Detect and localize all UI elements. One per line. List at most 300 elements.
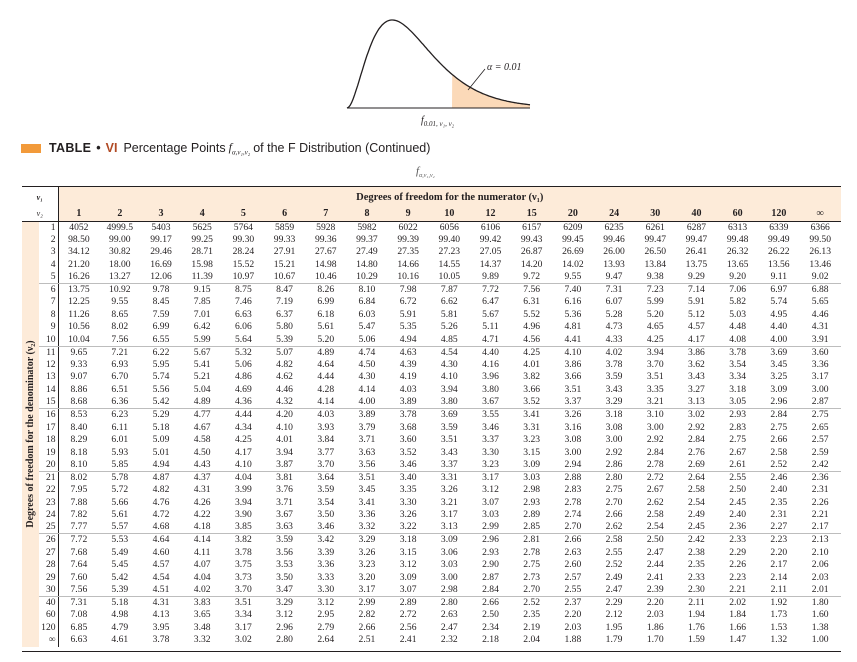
table-cell: 3.84 bbox=[317, 434, 335, 446]
table-cell: 6.99 bbox=[152, 321, 170, 333]
table-cell: 27.35 bbox=[397, 246, 419, 258]
table-cell: 3.22 bbox=[388, 521, 429, 534]
table-cell: 4.01 bbox=[523, 358, 541, 370]
table-cell: 3.82 bbox=[234, 534, 252, 546]
table-cell: 3.78 bbox=[399, 409, 417, 421]
table-cell: 6.97 bbox=[770, 284, 788, 296]
table-cell: 5.99 bbox=[646, 296, 664, 308]
table-cell: 2.93 bbox=[523, 496, 541, 508]
table-cell: 14.80 bbox=[356, 258, 378, 270]
table-cell: 4.14 bbox=[305, 396, 346, 409]
table-cell: 4999.5 bbox=[106, 221, 133, 233]
table-cell: 6.63 bbox=[70, 634, 88, 646]
table-cell: 6.42 bbox=[193, 321, 211, 333]
table-cell: 2.62 bbox=[646, 496, 664, 508]
table-row bbox=[22, 534, 841, 547]
table-cell: 99.25 bbox=[191, 233, 213, 245]
table-cell: 2.21 bbox=[811, 509, 829, 521]
table-row bbox=[22, 346, 841, 359]
table-cell: 3.05 bbox=[717, 396, 758, 409]
table-cell: 6022 bbox=[398, 221, 418, 233]
table-cell: 3.52 bbox=[511, 396, 552, 409]
table-cell: 7.08 bbox=[70, 609, 88, 621]
table-cell: 26.41 bbox=[685, 246, 708, 258]
table-cell: 5.74 bbox=[770, 296, 788, 308]
table-cell: 3.52 bbox=[399, 446, 417, 458]
table-cell: 3.29 bbox=[358, 534, 376, 546]
table-cell: 3.94 bbox=[276, 446, 293, 458]
row-label: 4 bbox=[39, 259, 58, 272]
table-cell: 3.53 bbox=[276, 559, 293, 571]
table-cell: 2.74 bbox=[564, 509, 582, 521]
table-cell: 6.16 bbox=[564, 296, 582, 308]
table-cell: 99.39 bbox=[397, 233, 419, 245]
row-label: 26 bbox=[39, 534, 58, 547]
table-cell: 2.55 bbox=[605, 546, 623, 558]
table-cell: 4.28 bbox=[317, 383, 335, 395]
table-cell: 2.88 bbox=[564, 471, 582, 483]
table-cell: 5.26 bbox=[440, 321, 458, 333]
table-cell: 2.62 bbox=[593, 521, 634, 534]
row-label: 2 bbox=[39, 234, 58, 247]
table-cell: 4.48 bbox=[729, 321, 747, 333]
table-cell: 2.55 bbox=[729, 471, 747, 483]
table-cell: 3.89 bbox=[388, 396, 429, 409]
table-cell: 3.43 bbox=[440, 446, 458, 458]
table-cell: 3.37 bbox=[429, 459, 470, 472]
table-cell: 1.95 bbox=[605, 621, 623, 633]
column-header: 12 bbox=[470, 208, 511, 221]
table-cell: 3.34 bbox=[234, 609, 252, 621]
table-row bbox=[22, 509, 841, 522]
table-cell: 2.10 bbox=[811, 546, 829, 558]
table-cell: 28.71 bbox=[191, 246, 213, 258]
table-cell: 4.50 bbox=[358, 358, 376, 370]
table-cell: 4.39 bbox=[399, 358, 417, 370]
table-cell: 3.94 bbox=[646, 346, 664, 358]
table-cell: 7.40 bbox=[564, 284, 582, 296]
table-cell: 3.95 bbox=[152, 621, 170, 633]
table-cell: 3.81 bbox=[276, 471, 293, 483]
table-cell: 4.61 bbox=[111, 634, 129, 646]
table-cell: 6.47 bbox=[482, 296, 499, 308]
table-cell: 14.20 bbox=[520, 258, 543, 270]
table-cell: 4.85 bbox=[429, 334, 470, 347]
table-cell: 14.98 bbox=[314, 258, 337, 270]
table-cell: 5.07 bbox=[276, 346, 293, 358]
table-cell: 7.56 bbox=[99, 334, 140, 347]
table-cell: 9.65 bbox=[70, 346, 88, 358]
table-cell: 3.15 bbox=[523, 446, 541, 458]
table-cell: 16.69 bbox=[150, 258, 172, 270]
table-cell: 7.21 bbox=[111, 346, 129, 358]
table-cell: 5.67 bbox=[482, 308, 499, 320]
table-cell: 5.99 bbox=[182, 334, 223, 347]
column-header: 60 bbox=[717, 208, 758, 221]
table-cell: 5403 bbox=[151, 221, 171, 233]
table-cell: 98.50 bbox=[68, 233, 90, 245]
table-cell: 5.20 bbox=[305, 334, 346, 347]
table-cell: 9.07 bbox=[70, 371, 88, 383]
table-cell: 4.89 bbox=[182, 396, 223, 409]
table-cell: 3.00 bbox=[605, 434, 623, 446]
table-cell: 3.59 bbox=[440, 421, 458, 433]
table-cell: 9.02 bbox=[799, 271, 841, 284]
table-cell: 7.77 bbox=[58, 521, 99, 534]
table-cell: 7.72 bbox=[70, 534, 88, 546]
table-cell: 99.33 bbox=[273, 233, 296, 245]
table-cell: 2.11 bbox=[758, 584, 799, 597]
table-cell: 2.70 bbox=[511, 584, 552, 597]
table-cell: 2.47 bbox=[440, 621, 458, 633]
table-cell: 26.50 bbox=[644, 246, 667, 258]
table-cell: 3.20 bbox=[358, 571, 376, 583]
table-cell: 3.66 bbox=[564, 371, 582, 383]
table-cell: 2.93 bbox=[729, 409, 747, 421]
table-cell: 13.75 bbox=[68, 284, 90, 296]
table-cell: 1.47 bbox=[729, 634, 747, 646]
table-cell: 1.70 bbox=[646, 634, 664, 646]
table-cell: 26.69 bbox=[562, 246, 584, 258]
table-cell: 2.75 bbox=[811, 409, 829, 421]
table-cell: 10.29 bbox=[346, 271, 387, 284]
table-cell: 3.78 bbox=[605, 358, 623, 370]
table-cell: 2.34 bbox=[482, 621, 499, 633]
table-cell: 7.01 bbox=[193, 308, 211, 320]
table-cell: 8.68 bbox=[58, 396, 99, 409]
table-cell: 7.85 bbox=[193, 296, 211, 308]
table-cell: 3.67 bbox=[470, 396, 511, 409]
table-cell: 2.36 bbox=[717, 521, 758, 534]
table-cell: 5.39 bbox=[264, 334, 305, 347]
table-cell: 1.88 bbox=[564, 634, 582, 646]
column-header: 4 bbox=[182, 208, 223, 221]
table-cell: 7.60 bbox=[70, 571, 88, 583]
table-cell: 3.06 bbox=[440, 546, 458, 558]
table-cell: 3.51 bbox=[564, 383, 582, 395]
table-cell: 4.95 bbox=[770, 308, 788, 320]
table-cell: 2.55 bbox=[552, 584, 593, 597]
table-cell: 3.27 bbox=[688, 383, 705, 395]
table-cell: 4.63 bbox=[399, 346, 417, 358]
table-cell: 6.72 bbox=[399, 296, 417, 308]
table-cell: 14.02 bbox=[562, 258, 584, 270]
table-cell: 7.87 bbox=[440, 284, 458, 296]
table-cell: 3.94 bbox=[440, 383, 458, 395]
table-cell: 11.26 bbox=[68, 308, 90, 320]
table-cell: 2.26 bbox=[811, 496, 829, 508]
table-cell: 3.00 bbox=[646, 421, 664, 433]
table-cell: 3.55 bbox=[482, 409, 499, 421]
table-cell: 1.86 bbox=[646, 621, 664, 633]
table-cell: 5.82 bbox=[729, 296, 747, 308]
table-cell: 2.67 bbox=[729, 446, 747, 458]
table-cell: 2.23 bbox=[729, 571, 747, 583]
table-cell: 3.99 bbox=[234, 484, 252, 496]
table-cell: 4.32 bbox=[264, 396, 305, 409]
table-cell: 5.42 bbox=[140, 396, 181, 409]
table-cell: 2.66 bbox=[564, 534, 582, 546]
table-cell: 4.43 bbox=[182, 459, 223, 472]
table-cell: 3.16 bbox=[564, 421, 582, 433]
table-cell: 3.17 bbox=[482, 471, 499, 483]
table-cell: 4052 bbox=[69, 221, 89, 233]
table-cell: 5.91 bbox=[688, 296, 705, 308]
table-cell: 4.96 bbox=[523, 321, 541, 333]
table-cell: 3.70 bbox=[223, 584, 264, 597]
table-cell: 2.75 bbox=[523, 559, 541, 571]
table-cell: 2.35 bbox=[688, 559, 705, 571]
table-cell: 4.94 bbox=[140, 459, 181, 472]
table-cell: 2.39 bbox=[635, 584, 676, 597]
row-label: ∞ bbox=[39, 634, 58, 647]
table-cell: 26.87 bbox=[520, 246, 543, 258]
table-cell: 1.53 bbox=[770, 621, 788, 633]
table-row bbox=[22, 234, 841, 247]
table-cell: 6.84 bbox=[358, 296, 376, 308]
row-label: 1 bbox=[39, 221, 58, 234]
table-cell: 1.38 bbox=[811, 621, 829, 633]
table-cell: 2.46 bbox=[770, 471, 788, 483]
table-cell: 6.11 bbox=[111, 421, 129, 433]
table-cell: 12.25 bbox=[68, 296, 90, 308]
table-cell: 4.94 bbox=[388, 334, 429, 347]
table-cell: 2.61 bbox=[717, 459, 758, 472]
table-row bbox=[22, 484, 841, 497]
row-label: 11 bbox=[39, 346, 58, 359]
table-cell: 3.78 bbox=[234, 546, 252, 558]
table-cell: 5.20 bbox=[646, 308, 664, 320]
table-cell: 8.53 bbox=[70, 409, 88, 421]
table-cell: 3.65 bbox=[193, 609, 211, 621]
table-cell: 4.69 bbox=[234, 383, 252, 395]
table-cell: 2.75 bbox=[770, 421, 788, 433]
table-cell: 3.51 bbox=[646, 371, 664, 383]
table-cell: 7.82 bbox=[70, 509, 88, 521]
row-label: 28 bbox=[39, 559, 58, 572]
table-cell: 4.02 bbox=[182, 584, 223, 597]
row-label: 7 bbox=[39, 296, 58, 309]
table-cell: 2.58 bbox=[688, 484, 705, 496]
table-cell: 7.19 bbox=[276, 296, 293, 308]
table-cell: 7.23 bbox=[646, 284, 664, 296]
table-cell: 3.69 bbox=[770, 346, 788, 358]
row-label: 10 bbox=[39, 334, 58, 347]
critical-value-label: $f_{0.01, \nu_1, \nu_2}$ bbox=[421, 115, 455, 128]
caption-title-start: Percentage Points bbox=[123, 141, 226, 155]
table-cell: 6.85 bbox=[70, 621, 88, 633]
table-cell: 3.02 bbox=[234, 634, 252, 646]
table-cell: 8.45 bbox=[152, 296, 170, 308]
table-cell: 3.37 bbox=[482, 434, 499, 446]
table-cell: 4.10 bbox=[564, 346, 582, 358]
table-cell: 4.51 bbox=[140, 584, 181, 597]
table-cell: 2.03 bbox=[564, 621, 582, 633]
table-cell: 9.11 bbox=[758, 271, 799, 284]
table-cell: 3.77 bbox=[317, 446, 335, 458]
table-cell: 3.54 bbox=[317, 496, 335, 508]
table-cell: 2.52 bbox=[605, 559, 623, 571]
table-cell: 4.86 bbox=[234, 371, 252, 383]
row-label: 8 bbox=[39, 309, 58, 322]
numerator-df-header: Degrees of freedom for the numerator (ν₁) bbox=[58, 187, 841, 208]
row-label: 16 bbox=[39, 409, 58, 422]
row-label: 15 bbox=[39, 396, 58, 409]
table-row bbox=[22, 446, 841, 459]
table-cell: 26.00 bbox=[603, 246, 625, 258]
table-cell: 4.20 bbox=[276, 409, 293, 421]
table-cell: 4.18 bbox=[182, 521, 223, 534]
table-cell: 3.29 bbox=[593, 396, 634, 409]
table-row bbox=[22, 634, 841, 647]
table-cell: 5.65 bbox=[811, 296, 829, 308]
table-cell: 4.25 bbox=[635, 334, 676, 347]
table-cell: 3.07 bbox=[388, 584, 429, 597]
table-cell: 6.55 bbox=[140, 334, 181, 347]
table-cell: 4.25 bbox=[523, 346, 541, 358]
table-cell: 3.08 bbox=[564, 434, 582, 446]
table-cell: 2.54 bbox=[635, 521, 676, 534]
table-cell: 6313 bbox=[728, 221, 748, 233]
table-cell: 2.03 bbox=[811, 571, 829, 583]
table-cell: 5.11 bbox=[482, 321, 499, 333]
table-cell: 5.78 bbox=[111, 471, 129, 483]
table-cell: 2.49 bbox=[688, 509, 705, 521]
table-row bbox=[22, 559, 841, 572]
table-cell: 3.94 bbox=[234, 496, 252, 508]
table-cell: 2.78 bbox=[523, 546, 541, 558]
table-cell: 2.96 bbox=[758, 396, 799, 409]
table-cell: 2.86 bbox=[593, 459, 634, 472]
table-cell: 8.86 bbox=[70, 383, 88, 395]
table-cell: 2.52 bbox=[758, 459, 799, 472]
table-cell: 5.81 bbox=[440, 308, 458, 320]
table-cell: 3.56 bbox=[346, 459, 387, 472]
table-cell: 6.06 bbox=[234, 321, 252, 333]
table-cell: 3.33 bbox=[317, 571, 335, 583]
table-cell: 3.31 bbox=[523, 421, 541, 433]
table-cell: 27.67 bbox=[314, 246, 337, 258]
table-cell: 2.33 bbox=[688, 571, 705, 583]
table-cell: 1.60 bbox=[811, 609, 829, 621]
table-cell: 28.24 bbox=[232, 246, 255, 258]
table-cell: 8.47 bbox=[276, 284, 293, 296]
table-cell: 99.37 bbox=[356, 233, 378, 245]
table-cell: 2.20 bbox=[770, 546, 788, 558]
table-cell: 3.60 bbox=[399, 434, 417, 446]
table-cell: 2.96 bbox=[482, 534, 499, 546]
denominator-df-side-label: Degrees of freedom for the denominator (ν₂) bbox=[22, 221, 39, 647]
table-cell: 6.23 bbox=[111, 409, 129, 421]
table-cell: 7.59 bbox=[152, 308, 170, 320]
table-cell: 4.46 bbox=[811, 308, 829, 320]
table-cell: 5.35 bbox=[399, 321, 417, 333]
table-cell: 2.90 bbox=[482, 559, 499, 571]
table-cell: 14.37 bbox=[479, 258, 502, 270]
table-cell: 2.52 bbox=[523, 596, 541, 608]
table-cell: 2.42 bbox=[799, 459, 841, 472]
table-cell: 2.66 bbox=[358, 621, 376, 633]
table-cell: 2.99 bbox=[470, 521, 511, 534]
table-cell: 5.64 bbox=[223, 334, 264, 347]
table-cell: 2.96 bbox=[276, 621, 293, 633]
table-cell: 3.46 bbox=[388, 459, 429, 472]
table-cell: 5.28 bbox=[605, 308, 623, 320]
table-cell: 2.36 bbox=[811, 471, 829, 483]
table-cell: 1.92 bbox=[770, 596, 788, 608]
table-cell: 2.79 bbox=[317, 621, 335, 633]
table-cell: 4.82 bbox=[276, 358, 293, 370]
table-cell: 13.46 bbox=[809, 258, 831, 270]
table-cell: 3.17 bbox=[440, 509, 458, 521]
table-cell: 3.89 bbox=[358, 409, 376, 421]
caption-marker bbox=[21, 144, 41, 153]
table-cell: 3.60 bbox=[811, 346, 829, 358]
table-cell: 5.42 bbox=[111, 571, 129, 583]
table-cell: 2.75 bbox=[729, 434, 747, 446]
table-cell: 2.89 bbox=[523, 509, 541, 521]
row-label: 23 bbox=[39, 496, 58, 509]
table-cell: 6.62 bbox=[440, 296, 458, 308]
table-cell: 3.69 bbox=[440, 409, 458, 421]
alpha-leader-line bbox=[468, 69, 485, 90]
table-cell: 2.98 bbox=[523, 484, 541, 496]
table-cell: 4.76 bbox=[152, 496, 170, 508]
table-cell: 3.17 bbox=[234, 621, 252, 633]
table-cell: 2.54 bbox=[688, 496, 705, 508]
column-header: 5 bbox=[223, 208, 264, 221]
row-label: 27 bbox=[39, 546, 58, 559]
table-cell: 4.11 bbox=[193, 546, 211, 558]
table-cell: 5982 bbox=[357, 221, 377, 233]
table-cell: 13.84 bbox=[644, 258, 667, 270]
table-cell: 3.07 bbox=[482, 496, 499, 508]
table-cell: 26.13 bbox=[809, 246, 831, 258]
table-cell: 4.73 bbox=[605, 321, 623, 333]
table-cell: 2.20 bbox=[564, 609, 582, 621]
table-cell: 2.29 bbox=[729, 546, 747, 558]
table-cell: 4.44 bbox=[234, 409, 252, 421]
table-cell: 4.26 bbox=[193, 496, 211, 508]
table-row bbox=[22, 371, 841, 384]
table-cell: 13.56 bbox=[768, 258, 790, 270]
table-cell: 3.30 bbox=[305, 584, 346, 597]
table-cell: 3.78 bbox=[729, 346, 747, 358]
table-cell: 2.57 bbox=[564, 571, 582, 583]
table-cell: 99.47 bbox=[644, 233, 667, 245]
table-cell: 2.83 bbox=[564, 484, 582, 496]
table-cell: 3.10 bbox=[646, 409, 664, 421]
table-cell: 3.25 bbox=[770, 371, 788, 383]
table-cell: 8.75 bbox=[234, 284, 252, 296]
table-cell: 3.70 bbox=[305, 459, 346, 472]
table-cell: 3.91 bbox=[799, 334, 841, 347]
table-cell: 3.39 bbox=[317, 546, 335, 558]
table-cell: 2.94 bbox=[552, 459, 593, 472]
table-cell: 8.02 bbox=[70, 471, 88, 483]
table-cell: 1.66 bbox=[729, 621, 747, 633]
column-header: 40 bbox=[676, 208, 717, 221]
table-cell: 4.14 bbox=[193, 534, 211, 546]
table-cell: 7.88 bbox=[70, 496, 88, 508]
table-cell: 99.46 bbox=[603, 233, 625, 245]
table-cell: 4.25 bbox=[234, 434, 252, 446]
table-cell: 2.58 bbox=[770, 446, 788, 458]
table-cell: 7.46 bbox=[234, 296, 252, 308]
table-cell: 6339 bbox=[769, 221, 789, 233]
table-cell: 9.72 bbox=[511, 271, 552, 284]
row-label: 6 bbox=[39, 284, 58, 297]
